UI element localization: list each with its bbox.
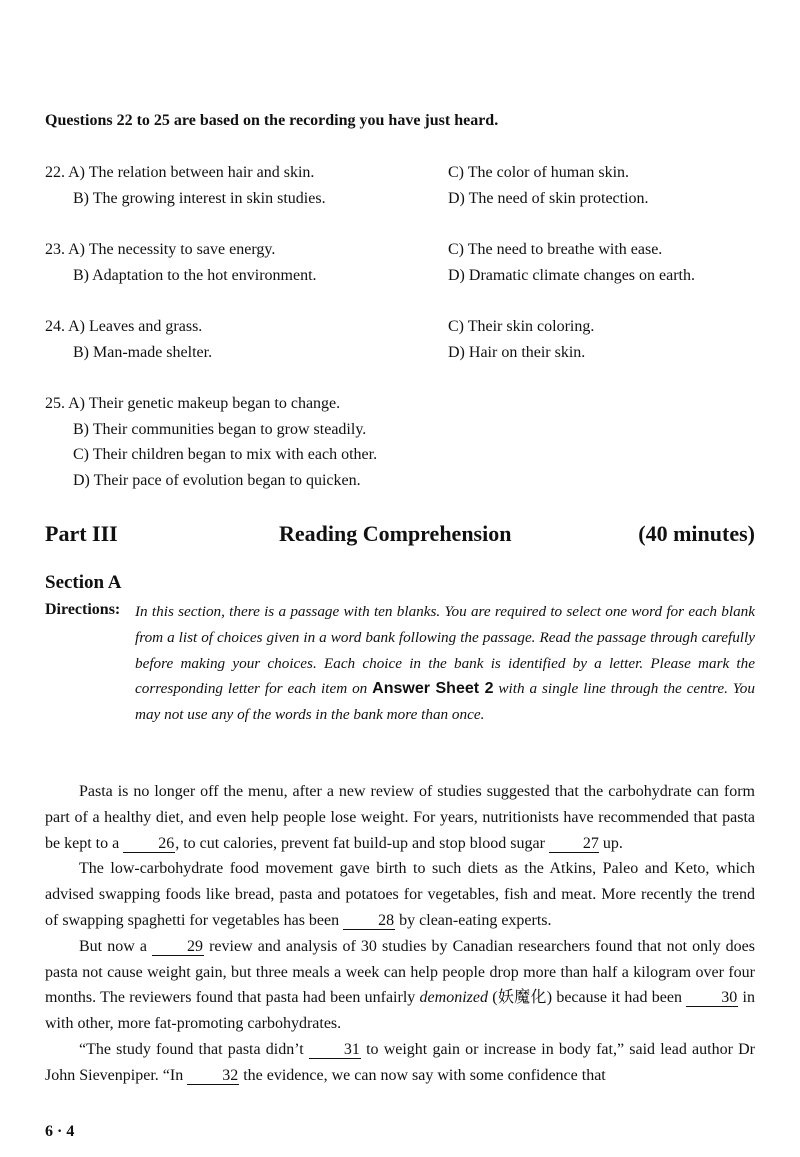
section-title: Section A [45, 572, 122, 593]
page-number: 6 · 4 [45, 1123, 75, 1140]
reading-passage [45, 779, 755, 1089]
passage-text: review and analysis of 30 studies by Canadian researchers found that not only does pasta not cause weight gain, but three meals a week can help people drop more than half a kilogram over four months. The reviewers found that pasta had been unfairly [45, 937, 755, 1007]
q25-option-c: C) Their children began to mix with each other. [73, 446, 378, 463]
passage-text: Pasta is no longer off the menu, after a new review of studies suggested that the carbohydrate can form part of a healthy diet, and even help people lose weight. For years, nutritionists have recommended that pasta be kept to a [45, 783, 755, 852]
passage-paragraph-3 [45, 934, 755, 1037]
blank-32: 32 [187, 1067, 239, 1085]
q22-option-d: D) The need of skin protection. [448, 190, 649, 207]
blank-27: 27 [549, 835, 599, 853]
passage-paragraph-1 [45, 779, 755, 856]
q25-option-a: 25. A) Their genetic makeup began to change. [45, 395, 341, 412]
blank-29: 29 [152, 938, 204, 956]
q24-option-c: C) Their skin coloring. [448, 318, 595, 335]
demonized-term: demonized [419, 989, 488, 1007]
directions-part-2: with a single line through the centre. You may not use any of the words in the bank more than once. [135, 680, 755, 724]
blank-28: 28 [343, 912, 395, 930]
q24-option-d: D) Hair on their skin. [448, 344, 586, 361]
passage-text: , to cut calories, prevent fat build-up and stop blood sugar [175, 834, 549, 852]
q22-option-a: 22. A) The relation between hair and skin. [45, 164, 315, 181]
passage-text: because it had been [556, 989, 687, 1007]
directions-label: Directions: [45, 601, 121, 618]
passage-text: the evidence, we can now say with some confidence that [239, 1066, 606, 1084]
passage-paragraph-2 [45, 856, 755, 933]
directions-part-1: In this section, there is a passage with ten blanks. You are required to select one word for each blank from a list of choices given in a word bank following the passage. Read the passage through carefully before making your choices. Each choice in the bank is identified by a letter. Please mark the corresponding letter for each item on [135, 603, 755, 698]
passage-text: to weight gain or increase in body fat,” said lead author Dr John Sievenpiper. “In [45, 1040, 755, 1084]
q23-option-a: 23. A) The necessity to save energy. [45, 241, 276, 258]
q23-option-b: B) Adaptation to the hot environment. [73, 267, 317, 284]
passage-text: in with other, more fat-promoting carbohydrates. [45, 989, 755, 1033]
blank-30: 30 [686, 989, 738, 1007]
passage-paragraph-4 [45, 1037, 755, 1089]
q22-option-c: C) The color of human skin. [448, 164, 630, 181]
directions-text [135, 599, 755, 728]
passage-text: up. [598, 834, 623, 852]
chinese-gloss: (妖魔化) [487, 989, 557, 1007]
part-title: Reading Comprehension [279, 521, 512, 546]
part-number: Part III [45, 521, 118, 546]
q24-option-b: B) Man-made shelter. [73, 344, 213, 361]
listening-instructions: Questions 22 to 25 are based on the recording you have just heard. [45, 112, 499, 129]
answer-sheet-label: Answer Sheet 2 [372, 680, 494, 698]
passage-text: But now a [79, 937, 153, 955]
q22-option-b: B) The growing interest in skin studies. [73, 190, 326, 207]
passage-text: “The study found that pasta didn’t [79, 1040, 309, 1058]
blank-26: 26 [123, 835, 175, 853]
q23-option-d: D) Dramatic climate changes on earth. [448, 267, 695, 284]
q23-option-c: C) The need to breathe with ease. [448, 241, 663, 258]
q25-option-d: D) Their pace of evolution began to quicken. [73, 472, 361, 489]
part-time: (40 minutes) [638, 521, 755, 546]
passage-text: by clean-eating experts. [395, 911, 552, 929]
q24-option-a: 24. A) Leaves and grass. [45, 318, 203, 335]
blank-31: 31 [309, 1041, 361, 1059]
passage-text: The low-carbohydrate food movement gave birth to such diets as the Atkins, Paleo and Keto, which advised swapping foods like bread, pasta and potatoes for vegetables, fish and meat. More recently the trend of swapping spaghetti for vegetables has been [45, 860, 755, 929]
q25-option-b: B) Their communities began to grow steadily. [73, 421, 367, 438]
